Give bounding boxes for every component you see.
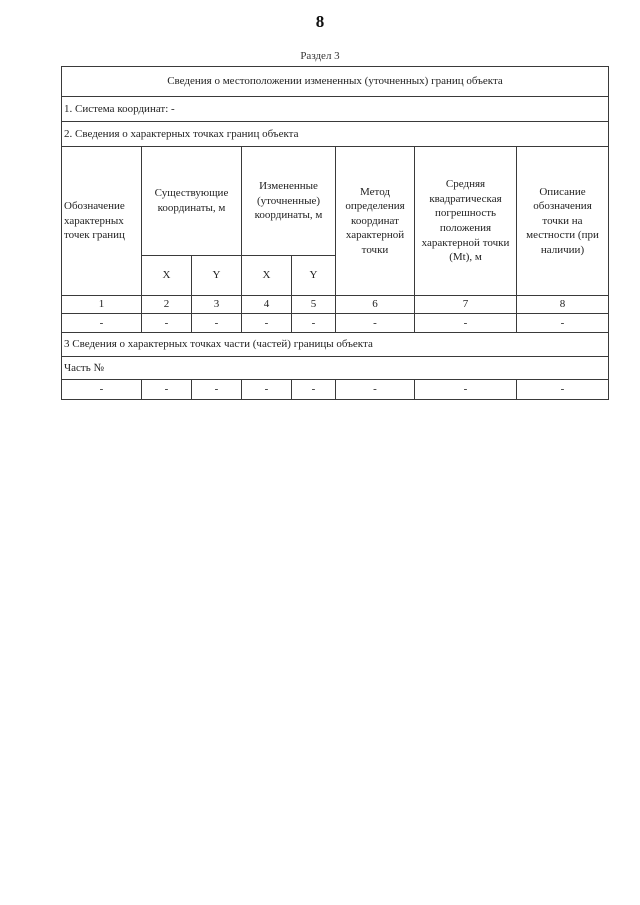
column-number: 7 (415, 296, 517, 314)
table-cell: - (517, 380, 609, 400)
header-existing-y: Y (192, 256, 242, 296)
column-number: 1 (62, 296, 142, 314)
table-cell: - (517, 314, 609, 333)
header-method: Метод определения координат характерной точки (336, 147, 415, 296)
column-number: 6 (336, 296, 415, 314)
parts-heading: 3 Сведения о характерных точках части (частей) границы объекта (62, 333, 609, 357)
table-cell: - (336, 314, 415, 333)
table-cell: - (192, 314, 242, 333)
header-description: Описание обозначения точки на местности (при наличии) (517, 147, 609, 296)
table-cell: - (62, 380, 142, 400)
table-cell: - (142, 314, 192, 333)
column-number: 5 (292, 296, 336, 314)
column-number: 8 (517, 296, 609, 314)
header-changed-coords: Измененные (уточненные) координаты, м (242, 147, 336, 256)
table-cell: - (336, 380, 415, 400)
table-cell: - (142, 380, 192, 400)
points-heading: 2. Сведения о характерных точках границ объекта (62, 122, 609, 147)
table-title: Сведения о местоположении измененных (уточненных) границ объекта (62, 67, 609, 97)
column-number: 2 (142, 296, 192, 314)
header-error: Средняя квадратическая погрешность положения характерной точки (Mt), м (415, 147, 517, 296)
table-cell: - (292, 380, 336, 400)
boundary-points-table (61, 66, 609, 400)
header-existing-x: X (142, 256, 192, 296)
section-title: Раздел 3 (300, 50, 340, 62)
column-number: 4 (242, 296, 292, 314)
table-cell: - (192, 380, 242, 400)
table-cell: - (62, 314, 142, 333)
part-label: Часть № (62, 357, 609, 380)
table-cell: - (415, 380, 517, 400)
table-cell: - (292, 314, 336, 333)
coordinate-system: 1. Система координат: - (62, 97, 609, 122)
table-cell: - (415, 314, 517, 333)
header-existing-coords: Существующие координаты, м (142, 147, 242, 256)
header-changed-y: Y (292, 256, 336, 296)
table-cell: - (242, 314, 292, 333)
page-number: 8 (315, 12, 325, 31)
column-number: 3 (192, 296, 242, 314)
header-designation: Обозначение характерных точек границ (62, 147, 142, 296)
table-cell: - (242, 380, 292, 400)
header-changed-x: X (242, 256, 292, 296)
